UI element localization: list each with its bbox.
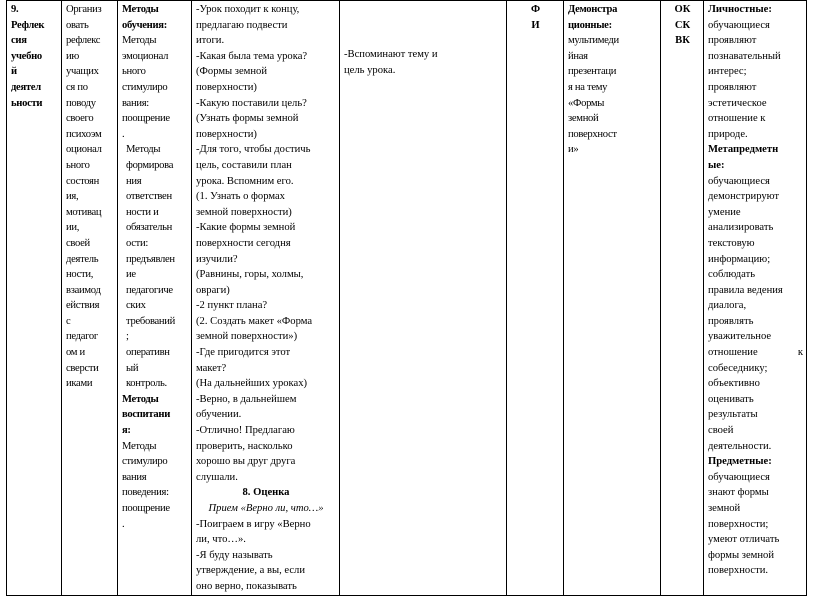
personal-results-text [708,18,803,143]
text-line: обучающиеся [708,471,770,483]
text-line: сия [11,35,27,47]
text-line: стимулиро [122,81,168,93]
text-line: отношение к [708,113,766,125]
text-line: ия, [66,191,79,203]
text-line: эмоционал [122,50,169,62]
text-line: Организ [66,4,102,15]
text-line: 9. [11,4,19,15]
text-line: формы земной [708,549,774,561]
text-line: обучения: [122,19,167,31]
text-line: рефлекс [66,35,101,47]
text-line: изучили? [196,253,238,265]
game-technique: Прием «Верно ли, что…» [208,503,324,514]
text-line: . [122,128,125,140]
text-line: познавательный [708,50,781,62]
text-line: проявлять [708,315,754,327]
text-line: (2. Создать макет «Форма [196,315,313,327]
metasubject-results-text [708,174,803,346]
text-line: земной поверхности») [196,331,298,343]
text-line: информацию; [708,253,771,265]
methods-heading-upbringing [122,392,188,439]
text-line: слушали. [196,471,238,483]
text-line: итоги. [196,35,225,47]
lesson-plan-table [6,0,807,596]
text-line: воспитани [122,409,170,421]
text-line: поверхности; [708,518,769,530]
text-line: (Формы земной [196,66,268,78]
methods-cell [118,1,192,596]
text-line: поощрение [122,113,170,125]
text-line: знают формы [708,487,769,499]
text-line: -Я буду называть [196,549,273,561]
text-line: ности, [66,269,94,281]
text-line: оционал [66,144,102,156]
competences [665,2,700,49]
text-line: -Отлично! Предлагаю [196,425,295,437]
text-line: ционные: [568,19,612,31]
text-line: демонстрируют [708,191,780,203]
text-line: учебно [11,50,42,62]
text-line: ом и [66,347,85,359]
text-line: педагогиче [126,284,173,296]
text-line: ся по [66,81,88,93]
text-line: -Верно, в дальнейшем [196,393,297,405]
text-line: поверхности. [708,565,769,577]
text-line: -Вспоминают тему и [344,49,438,60]
means-heading [568,2,657,33]
text-line: обязательн [126,222,173,234]
text-line: обучающиеся [708,19,770,31]
text-line: природе. [708,128,748,140]
text-line: я: [122,425,131,437]
text-line: земной поверхности) [196,206,292,218]
text-line: деятельности. [708,440,772,452]
text-line: СК [674,19,691,31]
text-line: -Поиграем в игру «Верно [196,518,311,530]
text-line: Рефлек [11,19,45,31]
means-cell [564,1,661,596]
work-form [511,2,560,33]
work-form-cell [507,1,564,596]
text-line: овраги) [196,284,230,296]
methods-text-emotional [122,33,188,142]
text-line: ответствен [126,191,172,203]
text-line: хорошо вы друг друга [196,456,296,468]
text-line: цель урока. [344,64,396,76]
text-line: результаты [708,409,758,421]
text-line: контроль. [126,378,167,390]
text-line: (На дальнейших уроках) [196,378,308,390]
text-line: Методы [122,35,157,47]
text-line: -Какую поставили цель? [196,97,307,109]
text-line: деятел [11,81,41,93]
text-line: -Урок походит к концу, [196,4,300,15]
text-line: ости: [126,237,149,249]
text-line: уважительное [708,331,772,343]
text-line: ьности [11,97,43,109]
text-line: текстовую [708,237,755,249]
text-line: йная [568,50,588,62]
text-line: объективно [708,378,760,390]
text-line: формирова [126,159,174,171]
text-line: правила ведения [708,284,783,296]
text-line: поведения: [122,487,169,499]
text-line: -Для того, чтобы достичь [196,144,311,156]
text-line: ли, что…». [196,534,246,546]
text-line: -Какая была тема урока? [196,50,308,62]
text-line: умение [708,206,741,218]
stage-goal [66,2,114,392]
text-line: Ф [530,4,541,15]
text-line: ния [126,175,142,187]
text-line: мотивац [66,206,102,218]
text-line: овать [66,19,89,31]
text-line: оно верно, показывать [196,580,297,592]
text-line: поверхности) [196,128,257,140]
results-cell [704,1,807,596]
text-line: -Где пригодится этот [196,347,291,359]
text-line: проверить, насколько [196,440,293,452]
text-line: психоэм [66,128,102,140]
teacher-activity-game-text [196,517,336,595]
personal-results-heading: Личностные: [708,4,772,15]
text-line: Методы [122,440,157,452]
text-line: учащих [66,66,99,78]
text-line: стимулиро [122,456,168,468]
metasubject-results-heading [708,142,803,173]
text-line: ие [126,269,136,281]
text-line: вания: [122,97,149,109]
teacher-activity-cell [192,1,340,596]
methods-heading-teaching [122,2,188,33]
text-line: диалога, [708,300,747,312]
text-line: анализировать [708,222,774,234]
evaluation-heading: 8. Оценка [242,487,290,499]
text-line: иками [66,378,93,390]
text-line: й [11,66,17,78]
text-line: Методы [126,144,161,156]
metasubject-results-text-continued [708,361,803,455]
text-line: обучающиеся [708,175,770,187]
methods-text-responsibility [122,142,188,392]
text-line: педагог [66,331,98,343]
text-line: собеседнику; [708,362,768,374]
methods-text-behavior [122,439,188,533]
text-line: предъявлен [126,253,175,265]
text-line: интерес; [708,66,747,78]
text-line: земной [568,113,599,125]
text-line: ; [126,331,129,343]
text-line: цель, составили план [196,159,292,171]
text-line: ОК [674,4,691,15]
text-line: оперативн [126,347,170,359]
text-line: земной [708,503,741,514]
text-line: Метапредметн [708,144,779,156]
text-line: «Формы [568,97,605,109]
text-line: проявляют [708,81,757,93]
text-line: деятель [66,253,99,265]
metasubject-justified-line: отношение к [708,347,803,359]
text-line: я на тему [568,81,608,93]
text-line: (Узнать формы земной [196,113,299,125]
text-line: Методы [122,4,159,15]
text-line: с [66,315,71,327]
text-line: поверхности сегодня [196,237,291,249]
text-line: своей [66,237,90,249]
text-line: умеют отличать [708,534,780,546]
text-line: утверждение, а вы, если [196,565,306,577]
subject-results-text [708,470,803,579]
text-line: ействия [66,300,100,312]
text-line: ских [126,300,146,312]
text-line: ии, [66,222,80,234]
text-line: ию [66,50,79,62]
text-line: поверхности) [196,81,257,93]
text-line: соблюдать [708,269,756,281]
text-line: ВК [675,35,690,47]
goal-cell [62,1,118,596]
text-line: сверсти [66,362,99,374]
text-line: состоян [66,175,99,187]
text-line: ьного [66,159,90,171]
teacher-activity-text [196,2,336,485]
text-line: предлагаю подвести [196,19,288,31]
subject-results-heading: Предметные: [708,456,772,468]
text-line: -2 пункт плана? [196,300,268,312]
text-line: своего [66,113,94,125]
text-line: -Какие формы земной [196,222,296,234]
stage-cell [7,1,62,596]
stage-name [11,2,58,111]
text-line: ьного [122,66,146,78]
text-line: требований [126,315,176,327]
text-line: И [531,19,540,31]
text-line: макет? [196,362,227,374]
text-line: ые: [708,159,725,171]
text-line: презентаци [568,66,617,78]
table-row-reflection [7,1,807,596]
text-line: Демонстра [568,4,618,15]
text-line: оценивать [708,393,754,405]
text-line: проявляют [708,35,757,47]
text-line: эстетическое [708,97,767,109]
text-line: . [122,518,125,530]
text-line: мультимеди [568,35,619,47]
means-text [568,33,657,158]
text-line: Методы [122,393,159,405]
text-line: поощрение [122,503,170,514]
student-activity-cell [340,1,507,596]
text-line: взаимод [66,284,101,296]
text-line: и» [568,144,579,156]
text-line: своей [708,425,734,437]
competence-cell [661,1,704,596]
text-line: (1. Узнать о формах [196,191,285,203]
text-line: поверхност [568,128,617,140]
student-activity-text [344,2,503,78]
text-line: ности и [126,206,159,218]
text-line: обучении. [196,409,242,421]
text-line: ый [126,362,139,374]
text-line: (Равнины, горы, холмы, [196,269,304,281]
text-line: поводу [66,97,96,109]
text-line: урока. Вспомним его. [196,175,294,187]
text-line: вания [122,471,147,483]
